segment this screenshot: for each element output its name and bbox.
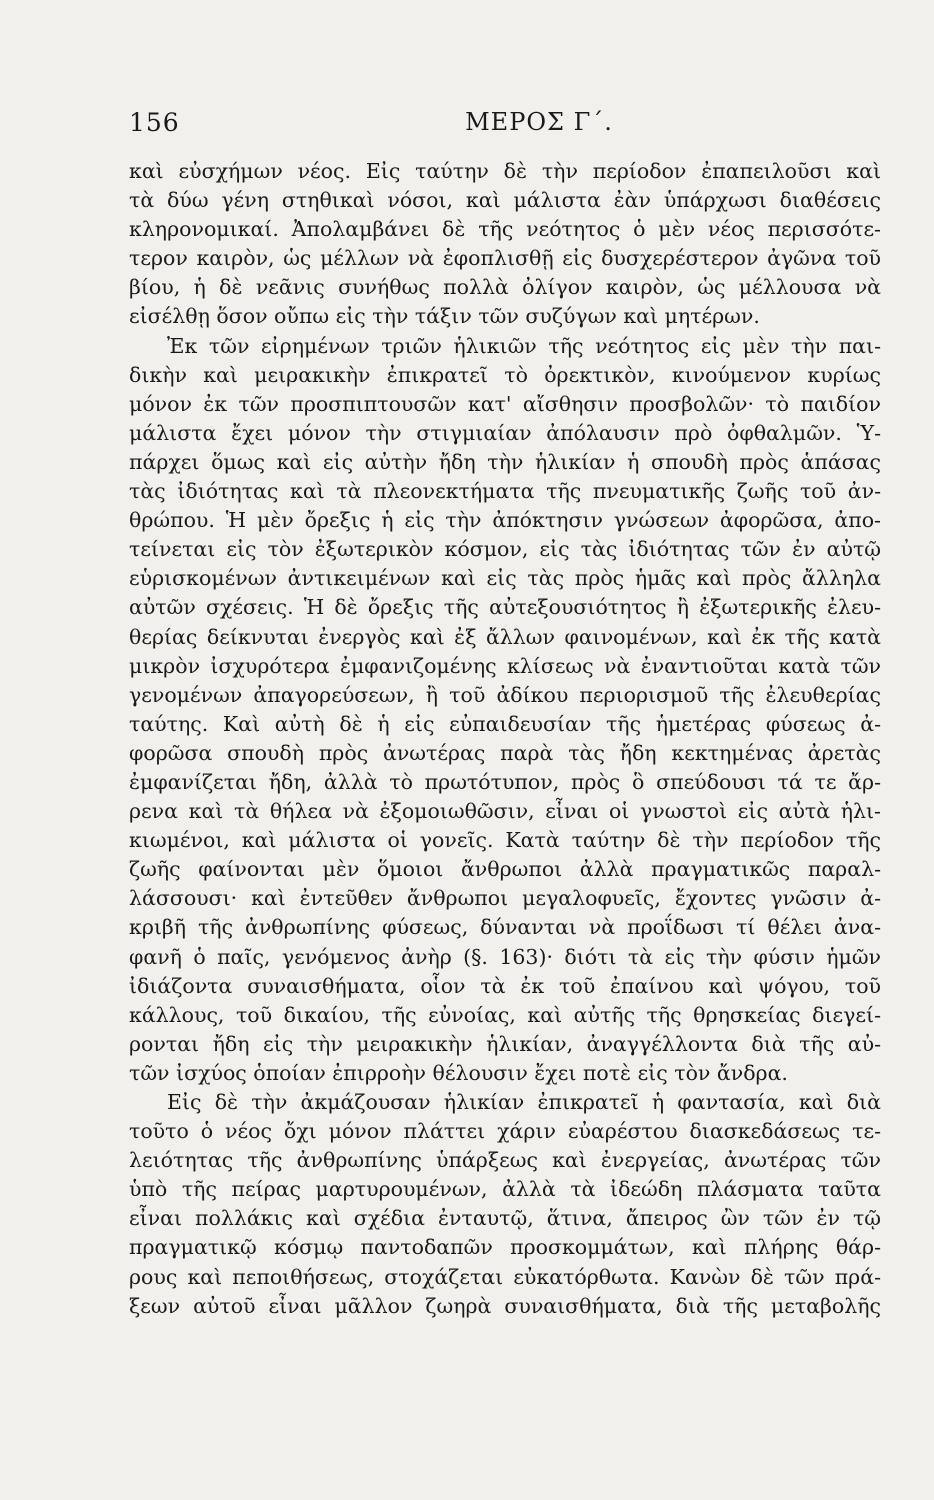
text-line: ταύτης. Καὶ αὐτὴ δὲ ἡ εἰς εὐπαιδευσίαν τῆς ἡμετέρας φύσεως ἀ- <box>129 711 881 736</box>
text-line: κιωμένοι, καὶ μάλιστα οἱ γονεῖς. Κατὰ ταύτην δὲ τὴν περίοδον τῆς <box>129 828 881 853</box>
text-line: τοῦτο ὁ νέος ὄχι μόνον πλάττει χάριν εὐαρέστου διασκεδάσεως τε- <box>129 1119 881 1144</box>
body-text <box>129 157 881 1321</box>
text-line: βίου, ἡ δὲ νεᾶνις συνήθως πολλὰ ὀλίγον καιρὸν, ὡς μέλλουσα νὰ <box>129 275 881 300</box>
text-line: ἐμφανίζεται ἤδη, ἀλλὰ τὸ πρωτότυπον, πρὸς ὃ σπεύδουσι τά τε ἄρ- <box>129 769 881 794</box>
text-line: πραγματικῷ κόσμῳ παντοδαπῶν προσκομμάτων, καὶ πλήρης θάρ- <box>129 1235 881 1260</box>
text-line: γενομένων ἀπαγορεύσεων, ἢ τοῦ ἀδίκου περιορισμοῦ τῆς ἐλευθερίας <box>129 682 881 707</box>
text-line: μικρὸν ἰσχυρότερα ἐμφανιζομένης κλίσεως νὰ ἐναντιοῦται κατὰ τῶν <box>129 653 881 678</box>
text-line: τείνεται εἰς τὸν ἐξωτερικὸν κόσμον, εἰς τὰς ἰδιότητας τῶν ἐν αὐτῷ <box>129 537 881 562</box>
text-line: τερον καιρὸν, ὡς μέλλων νὰ ἐφοπλισθῇ εἰς δυσχερέστερον ἀγῶνα τοῦ <box>129 246 881 271</box>
text-line: φορῶσα σπουδὴ πρὸς ἀνωτέρας παρὰ τὰς ἤδη κεκτημένας ἀρετὰς <box>129 740 881 765</box>
text-line: ρενα καὶ τὰ θήλεα νὰ ἐξομοιωθῶσιν, εἶναι οἱ γνωστοὶ εἰς αὐτὰ ἡλι- <box>129 799 881 824</box>
text-line: κάλλους, τοῦ δικαίου, τῆς εὐνοίας, καὶ αὐτῆς τῆς θρησκείας διεγεί- <box>129 1002 881 1027</box>
text-line: τῶν ἰσχύος ὁποίαν ἐπιρροὴν θέλουσιν ἔχει ποτὲ εἰς τὸν ἄνδρα. <box>129 1060 788 1085</box>
text-line: Εἰς δὲ τὴν ἀκμάζουσαν ἡλικίαν ἐπικρατεῖ ἡ φαντασία, καὶ διὰ <box>167 1090 881 1114</box>
page-number: 156 <box>129 108 180 137</box>
text-line: ξεων αὐτοῦ εἶναι μᾶλλον ζωηρὰ συναισθήματα, διὰ τῆς μεταβολῆς <box>129 1293 881 1318</box>
text-line: φανῆ ὁ παῖς, γενόμενος ἀνὴρ (§. 163)· διότι τὰ εἰς τὴν φύσιν ἡμῶν <box>129 944 881 969</box>
text-line: Ἐκ τῶν εἰρημένων τριῶν ἡλικιῶν τῆς νεότητος εἰς μὲν τὴν παι- <box>167 333 881 358</box>
text-line: λειότητας τῆς ἀνθρωπίνης ὑπάρξεως καὶ ἐνεργείας, ἀνωτέρας τῶν <box>129 1148 881 1173</box>
text-line: εὑρισκομένων ἀντικειμένων καὶ εἰς τὰς πρὸς ἡμᾶς καὶ πρὸς ἄλληλα <box>129 566 881 591</box>
text-line: ἰδιάζοντα συναισθήματα, οἷον τὰ ἐκ τοῦ ἐπαίνου καὶ ψόγου, τοῦ <box>129 973 881 998</box>
text-line: κληρονομικαί. Ἀπολαμβάνει δὲ τῆς νεότητος ὁ μὲν νέος περισσότε- <box>129 217 881 242</box>
running-head: ΜΕΡΟΣ Γ΄. <box>465 108 613 136</box>
text-line: καὶ εὐσχήμων νέος. Εἰς ταύτην δὲ τὴν περίοδον ἐπαπειλοῦσι καὶ <box>129 159 881 183</box>
text-line: εἰσέλθῃ ὅσον οὔπω εἰς τὴν τάξιν τῶν συζύγων καὶ μητέρων. <box>129 304 760 329</box>
text-line: θρώπου. Ἡ μὲν ὄρεξις ἡ εἰς τὴν ἀπόκτησιν γνώσεων ἀφορῶσα, ἀπο- <box>129 508 881 533</box>
text-line: αὐτῶν σχέσεις. Ἡ δὲ ὄρεξις τῆς αὐτεξουσιότητος ἢ ἐξωτερικῆς ἐλευ- <box>129 595 881 620</box>
text-line: θερίας δείκνυται ἐνεργὸς καὶ ἐξ ἄλλων φαινομένων, καὶ ἐκ τῆς κατὰ <box>129 624 881 649</box>
page-header <box>129 108 881 148</box>
text-line: ζωῆς φαίνονται μὲν ὅμοιοι ἄνθρωποι ἀλλὰ πραγματικῶς παραλ- <box>129 857 881 882</box>
text-line: τὰ δύω γένη στηθικαὶ νόσοι, καὶ μάλιστα ἐὰν ὑπάρχωσι διαθέσεις <box>129 188 881 213</box>
text-line: τὰς ἰδιότητας καὶ τὰ πλεονεκτήματα τῆς πνευματικῆς ζωῆς τοῦ ἀν- <box>129 479 881 504</box>
text-line: ρονται ἤδη εἰς τὴν μειρακικὴν ἡλικίαν, ἀναγγέλλοντα διὰ τῆς αὐ- <box>129 1031 881 1056</box>
text-line: ὑπὸ τῆς πείρας μαρτυρουμένων, ἀλλὰ τὰ ἰδεώδη πλάσματα ταῦτα <box>129 1177 881 1202</box>
text-line: λάσσουσι· καὶ ἐντεῦθεν ἄνθρωποι μεγαλοφυεῖς, ἔχοντες γνῶσιν ἀ- <box>129 886 881 911</box>
text-line: μόνον ἐκ τῶν προσπιπτουσῶν κατ' αἴσθησιν προσβολῶν· τὸ παιδίον <box>129 391 881 416</box>
text-line: δικὴν καὶ μειρακικὴν ἐπικρατεῖ τὸ ὀρεκτικὸν, κινούμενον κυρίως <box>129 362 881 387</box>
text-line: κριβῆ τῆς ἀνθρωπίνης φύσεως, δύνανται νὰ προΐδωσι τί θέλει ἀνα- <box>129 915 881 940</box>
text-line: εἶναι πολλάκις καὶ σχέδια ἐνταυτῷ, ἅτινα, ἄπειρος ὢν τῶν ἐν τῷ <box>129 1206 881 1231</box>
text-line: πάρχει ὅμως καὶ εἰς αὐτὴν ἤδη τὴν ἡλικίαν ἡ σπουδὴ πρὸς ἁπάσας <box>129 449 881 474</box>
text-line: ρους καὶ πεποιθήσεως, στοχάζεται εὐκατόρθωτα. Κανὼν δὲ τῶν πρά- <box>129 1264 881 1289</box>
text-line: μάλιστα ἔχει μόνον τὴν στιγμιαίαν ἀπόλαυσιν πρὸ ὀφθαλμῶν. Ὑ- <box>129 420 881 445</box>
